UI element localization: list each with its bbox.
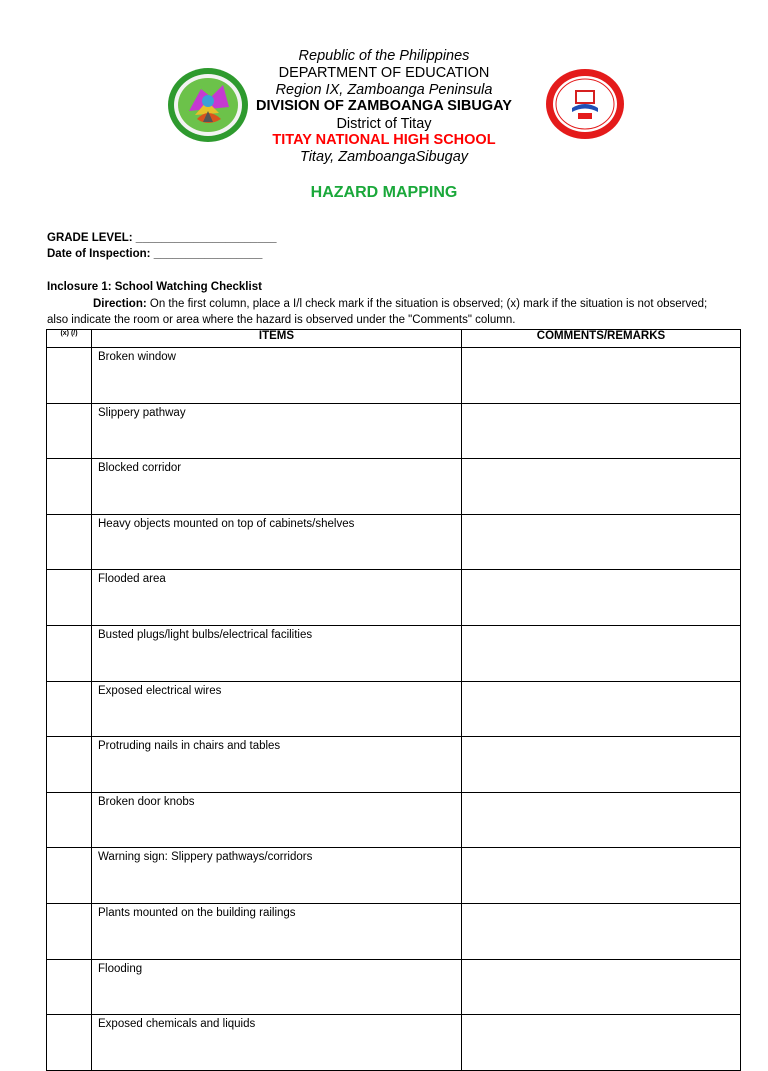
item-cell: Broken window	[92, 348, 462, 404]
direction-text: On the first column, place a I/l check mark if the situation is observed; (x) mark if the situation is not observed; also indicate the room or area where the hazard is observed under the "Comments" column.	[47, 298, 708, 326]
table-row	[47, 459, 741, 515]
department-line: DEPARTMENT OF EDUCATION	[278, 65, 490, 81]
school-name: TITAY NATIONAL HIGH SCHOOL	[272, 132, 496, 148]
item-cell: Blocked corridor	[92, 459, 462, 515]
grade-level-field[interactable]: GRADE LEVEL: ______________________	[47, 232, 277, 244]
inclosure-heading: Inclosure 1: School Watching Checklist	[47, 281, 262, 293]
region-line: Region IX, Zamboanga Peninsula	[275, 82, 493, 98]
comment-cell[interactable]	[462, 737, 741, 793]
comment-cell[interactable]	[462, 570, 741, 626]
comment-cell[interactable]	[462, 681, 741, 737]
table-row	[47, 570, 741, 626]
item-cell: Warning sign: Slippery pathways/corridors	[92, 848, 462, 904]
comment-cell[interactable]	[462, 514, 741, 570]
table-row	[47, 903, 741, 959]
mark-cell[interactable]	[47, 903, 92, 959]
comment-cell[interactable]	[462, 848, 741, 904]
mark-cell[interactable]	[47, 348, 92, 404]
comments-column-header: COMMENTS/REMARKS	[462, 330, 741, 348]
mark-cell[interactable]	[47, 959, 92, 1015]
date-of-inspection-field[interactable]: Date of Inspection: _________________	[47, 248, 263, 260]
comment-cell[interactable]	[462, 403, 741, 459]
comment-cell[interactable]	[462, 1015, 741, 1071]
table-row	[47, 403, 741, 459]
letterhead	[0, 0, 768, 180]
table-header-row	[47, 330, 741, 348]
mark-cell[interactable]	[47, 459, 92, 515]
comment-cell[interactable]	[462, 625, 741, 681]
school-location: Titay, ZamboangaSibugay	[299, 149, 469, 165]
table-row	[47, 959, 741, 1015]
division-line: DIVISION OF ZAMBOANGA SIBUGAY	[256, 98, 512, 114]
item-cell: Protruding nails in chairs and tables	[92, 737, 462, 793]
mark-cell[interactable]	[47, 737, 92, 793]
table-row	[47, 514, 741, 570]
hazard-checklist-table	[46, 329, 741, 1071]
comment-cell[interactable]	[462, 959, 741, 1015]
mark-cell[interactable]	[47, 570, 92, 626]
item-cell: Flooded area	[92, 570, 462, 626]
mark-cell[interactable]	[47, 792, 92, 848]
mark-cell[interactable]	[47, 625, 92, 681]
item-cell: Heavy objects mounted on top of cabinets/shelves	[92, 514, 462, 570]
mark-cell[interactable]	[47, 1015, 92, 1071]
comment-cell[interactable]	[462, 348, 741, 404]
item-cell: Slippery pathway	[92, 403, 462, 459]
comment-cell[interactable]	[462, 792, 741, 848]
item-cell: Busted plugs/light bulbs/electrical facilities	[92, 625, 462, 681]
comment-cell[interactable]	[462, 459, 741, 515]
direction-paragraph	[47, 296, 717, 328]
table-row	[47, 348, 741, 404]
direction-label: Direction:	[93, 298, 147, 310]
item-cell: Exposed electrical wires	[92, 681, 462, 737]
item-cell: Exposed chemicals and liquids	[92, 1015, 462, 1071]
table-row	[47, 1015, 741, 1071]
district-line: District of Titay	[336, 116, 432, 132]
item-cell: Flooding	[92, 959, 462, 1015]
mark-column-header: (x) (/)	[47, 330, 92, 348]
table-row	[47, 848, 741, 904]
mark-cell[interactable]	[47, 514, 92, 570]
item-cell: Broken door knobs	[92, 792, 462, 848]
items-column-header: ITEMS	[92, 330, 462, 348]
table-row	[47, 737, 741, 793]
item-cell: Plants mounted on the building railings	[92, 903, 462, 959]
table-row	[47, 681, 741, 737]
mark-cell[interactable]	[47, 848, 92, 904]
comment-cell[interactable]	[462, 903, 741, 959]
table-row	[47, 792, 741, 848]
country-line: Republic of the Philippines	[298, 48, 470, 64]
mark-cell[interactable]	[47, 403, 92, 459]
mark-cell[interactable]	[47, 681, 92, 737]
table-row	[47, 625, 741, 681]
page-title: HAZARD MAPPING	[310, 184, 458, 201]
